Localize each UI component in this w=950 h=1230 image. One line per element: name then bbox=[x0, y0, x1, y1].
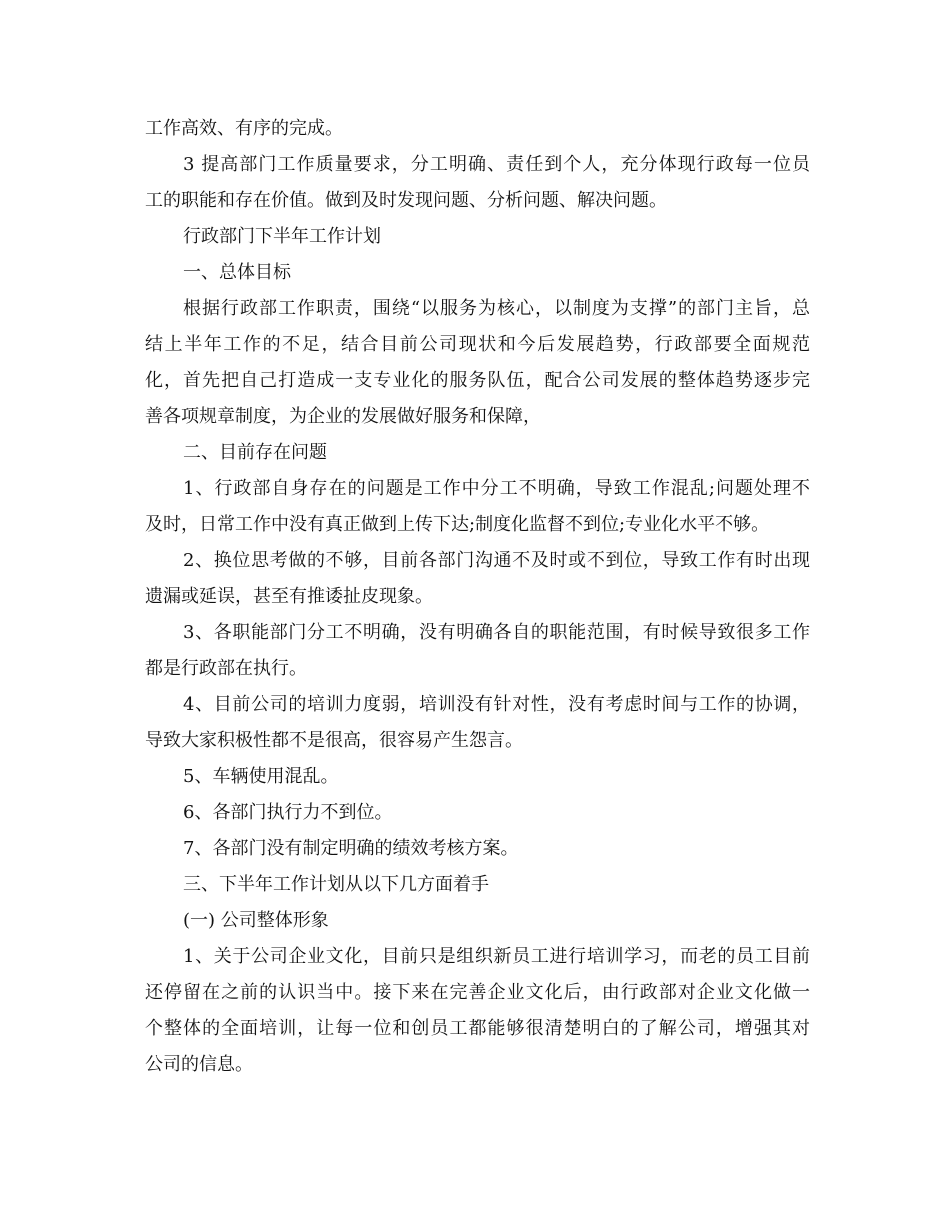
paragraph-line: 公司的信息。 bbox=[145, 1054, 253, 1075]
paragraph-line: 都是行政部在执行。 bbox=[145, 658, 307, 679]
paragraph-line: 导致大家积极性都不是很高，很容易产生怨言。 bbox=[145, 730, 523, 751]
paragraph-line: 化，首先把自己打造成一支专业化的服务队伍，配合公司发展的整体趋势逐步完 bbox=[145, 370, 810, 391]
paragraph-line: 3 提高部门工作质量要求，分工明确、责任到个人，充分体现行政每一位员 bbox=[183, 154, 810, 175]
paragraph-line: 及时，日常工作中没有真正做到上传下达;制度化监督不到位;专业化水平不够。 bbox=[145, 514, 770, 535]
paragraph-line: 善各项规章制度，为企业的发展做好服务和保障， bbox=[145, 406, 541, 427]
paragraph-line: 1、行政部自身存在的问题是工作中分工不明确，导致工作混乱;问题处理不 bbox=[183, 478, 810, 499]
document-body bbox=[145, 111, 810, 1083]
paragraph-line: 5、车辆使用混乱。 bbox=[183, 766, 339, 787]
section-heading: 二、目前存在问题 bbox=[183, 442, 327, 463]
paragraph-line: 1、关于公司企业文化，目前只是组织新员工进行培训学习，而老的员工目前 bbox=[183, 946, 810, 967]
paragraph-line: 还停留在之前的认识当中。接下来在完善企业文化后，由行政部对企业文化做一 bbox=[145, 982, 810, 1003]
subsection-heading: (一) 公司整体形象 bbox=[183, 910, 329, 931]
paragraph-line: 工作高效、有序的完成。 bbox=[145, 118, 343, 139]
paragraph-line: 6、各部门执行力不到位。 bbox=[183, 802, 393, 823]
paragraph-line: 遗漏或延误，甚至有推诿扯皮现象。 bbox=[145, 586, 433, 607]
section-heading: 一、总体目标 bbox=[183, 262, 291, 283]
section-heading: 行政部门下半年工作计划 bbox=[183, 226, 381, 247]
paragraph-line: 3、各职能部门分工不明确，没有明确各自的职能范围，有时候导致很多工作 bbox=[183, 622, 810, 643]
paragraph-line: 7、各部门没有制定明确的绩效考核方案。 bbox=[183, 838, 519, 859]
paragraph-line: 2、换位思考做的不够，目前各部门沟通不及时或不到位，导致工作有时出现 bbox=[183, 550, 810, 571]
paragraph-line: 4、目前公司的培训力度弱，培训没有针对性，没有考虑时间与工作的协调， bbox=[183, 694, 810, 715]
paragraph-line: 工的职能和存在价值。做到及时发现问题、分析问题、解决问题。 bbox=[145, 190, 667, 211]
paragraph-line: 根据行政部工作职责，围绕“以服务为核心，以制度为支撑”的部门主旨，总 bbox=[183, 298, 810, 319]
paragraph-line: 个整体的全面培训，让每一位和创员工都能够很清楚明白的了解公司，增强其对 bbox=[145, 1018, 810, 1039]
paragraph-line: 结上半年工作的不足，结合目前公司现状和今后发展趋势，行政部要全面规范 bbox=[145, 334, 810, 355]
section-heading: 三、下半年工作计划从以下几方面着手 bbox=[183, 874, 489, 895]
